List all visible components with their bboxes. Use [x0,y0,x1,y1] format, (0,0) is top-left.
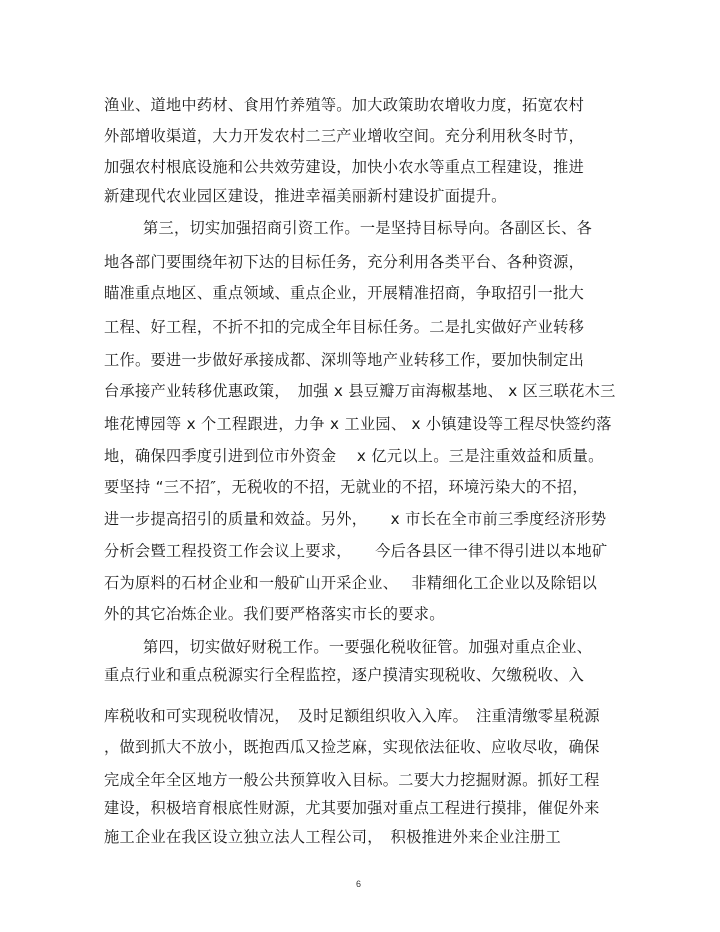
text-line-23: 建设，积极培育根底性财源，尤其要加强对重点工程进行摸排，催促外来 [104,799,600,817]
text-line-24: 施工企业在我区设立独立法人工程公司， 积极推进外来企业注册工 [104,828,562,846]
text-line-2: 外部增收渠道，大力开发农村二三产业增收空间。充分利用秋冬时节， [104,127,585,145]
text-line-15: 分析会暨工程投资工作会议上要求， 今后各县区一律不得引进以本地矿 [104,542,608,560]
text-line-19: 重点行业和重点税源实行全程监控，逐户摸清实现税收、欠缴税收、入 [104,666,585,684]
text-line-14: 进一步提高招引的质量和效益。另外， x 市长在全市前三季度经济形势 [104,510,607,528]
text-line-5: 第三，切实加强招商引资工作。一是坚持目标导向。各副区长、各 [143,219,593,237]
text-line-10: 台承接产业转移优惠政策， 加强 x 县豆瓣万亩海椒基地、 x 区三联花木三 [104,382,616,400]
text-line-1: 渔业、道地中药材、食用竹养殖等。加大政策助农增收力度，拓宽农村 [104,96,585,114]
text-line-17: 外的其它冶炼企业。我们要严格落实市长的要求。 [104,605,445,623]
text-line-21: ，做到抓大不放小，既抱西瓜又捡芝麻，实现依法征收、应收尽收，确保 [104,738,600,756]
text-line-6: 地各部门要围绕年初下达的目标任务，充分利用各类平台、各种资源， [104,253,585,271]
text-line-13: 要坚持 “三不招″，无税收的不招，无就业的不招，环境污染大的不招， [104,478,588,496]
text-line-7: 瞄准重点地区、重点领域、重点企业，开展精准招商，争取招引一批大 [104,284,585,302]
text-line-22: 完成全年全区地方一般公共预算收入目标。二要大力挖掘财源。抓好工程 [104,771,600,789]
text-line-20: 库税收和可实现税收情况， 及时足额组织收入入库。 注重清缴零星税源 [104,707,600,725]
text-line-8: 工程、好工程，不折不扣的完成全年目标任务。二是扎实做好产业转移 [104,318,585,336]
page-number: 6 [356,879,362,889]
text-line-18: 第四，切实做好财税工作。一要强化税收征管。加强对重点企业、 [143,638,593,656]
text-line-4: 新建现代农业园区建设，推进幸福美丽新村建设扩面提升。 [104,187,507,205]
text-line-16: 石为原料的石材企业和一般矿山开采企业、 非精细化工企业以及除铝以 [104,574,598,592]
text-line-9: 工作。要进一步做好承接成都、深圳等地产业转移工作，要加快制定出 [104,351,585,369]
text-line-12: 地，确保四季度引进到位市外资金 x 亿元以上。三是注重效益和质量。 [104,447,604,465]
text-line-11: 堆花博园等 x 个工程跟进，力争 x 工业园、 x 小镇建设等工程尽快签约落 [104,415,612,433]
text-line-3: 加强农村根底设施和公共效劳建设，加快小农水等重点工程建设，推进 [104,158,585,176]
